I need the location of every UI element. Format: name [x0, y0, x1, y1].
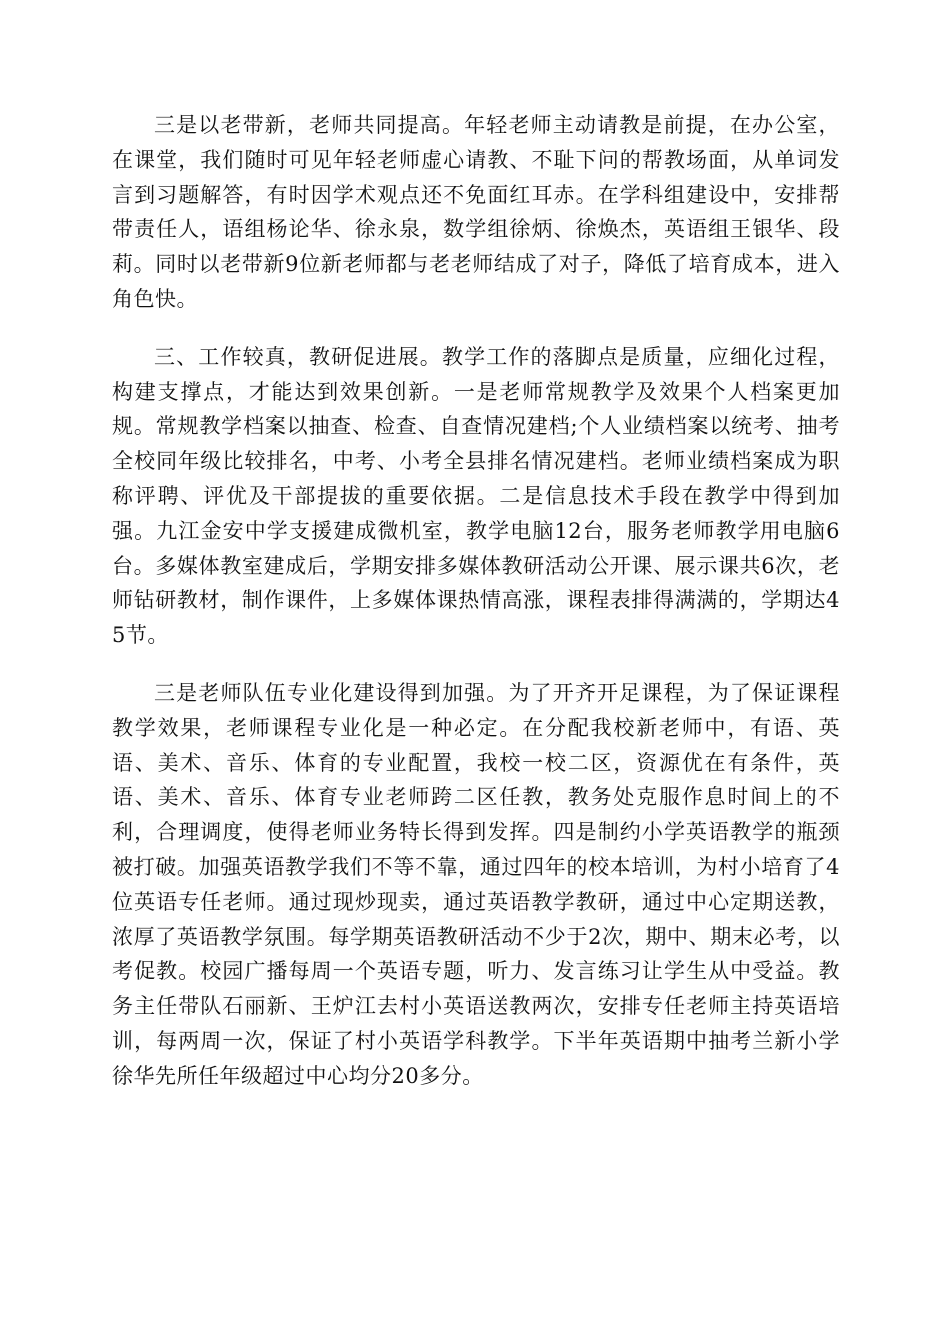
- paragraph-mentoring: 三是以老带新，老师共同提高。年轻老师主动请教是前提，在办公室，在课堂，我们随时可见年轻老师虚心请教、不耻下问的帮教场面，从单词发言到习题解答，有时因学术观点还不免面红耳赤。在学科组建设中，安排帮带责任人，语组杨论华、徐永泉，数学组徐炳、徐焕杰，英语组王银华、段莉。同时以老带新9位新老师都与老老师结成了对子，降低了培育成本，进入角色快。: [112, 113, 840, 311]
- document-body: [112, 108, 840, 1117]
- paragraph-teaching-research: 三、工作较真，教研促进展。教学工作的落脚点是质量，应细化过程，构建支撑点，才能达到效果创新。一是老师常规教学及效果个人档案更加规。常规教学档案以抽查、检查、自查情况建档;个人业绩档案以统考、抽考全校同年级比较排名，中考、小考全县排名情况建档。老师业绩档案成为职称评聘、评优及干部提拔的重要依据。二是信息技术手段在教学中得到加强。九江金安中学支援建成微机室，教学电脑12台，服务老师教学用电脑6台。多媒体教室建成后，学期安排多媒体教研活动公开课、展示课共6次，老师钻研教材，制作课件，上多媒体课热情高涨，课程表排得满满的，学期达45节。: [112, 344, 840, 648]
- paragraph-teacher-specialization: 三是老师队伍专业化建设得到加强。为了开齐开足课程，为了保证课程教学效果，老师课程专业化是一种必定。在分配我校新老师中，有语、英语、美术、音乐、体育的专业配置，我校一校二区，资源优在有条件，英语、美术、音乐、体育专业老师跨二区任教，教务处克服作息时间上的不利，合理调度，使得老师业务特长得到发挥。四是制约小学英语教学的瓶颈被打破。加强英语教学我们不等不靠，通过四年的校本培训，为村小培育了4位英语专任老师。通过现炒现卖，通过英语教学教研，通过中心定期送教，浓厚了英语教学氛围。每学期英语教研活动不少于2次，期中、期末必考，以考促教。校园广播每周一个英语专题，听力、发言练习让学生从中受益。教务主任带队石丽新、王炉江去村小英语送教两次，安排专任老师主持英语培训，每两周一次，保证了村小英语学科教学。下半年英语期中抽考兰新小学徐华先所任年级超过中心均分20多分。: [112, 680, 840, 1088]
